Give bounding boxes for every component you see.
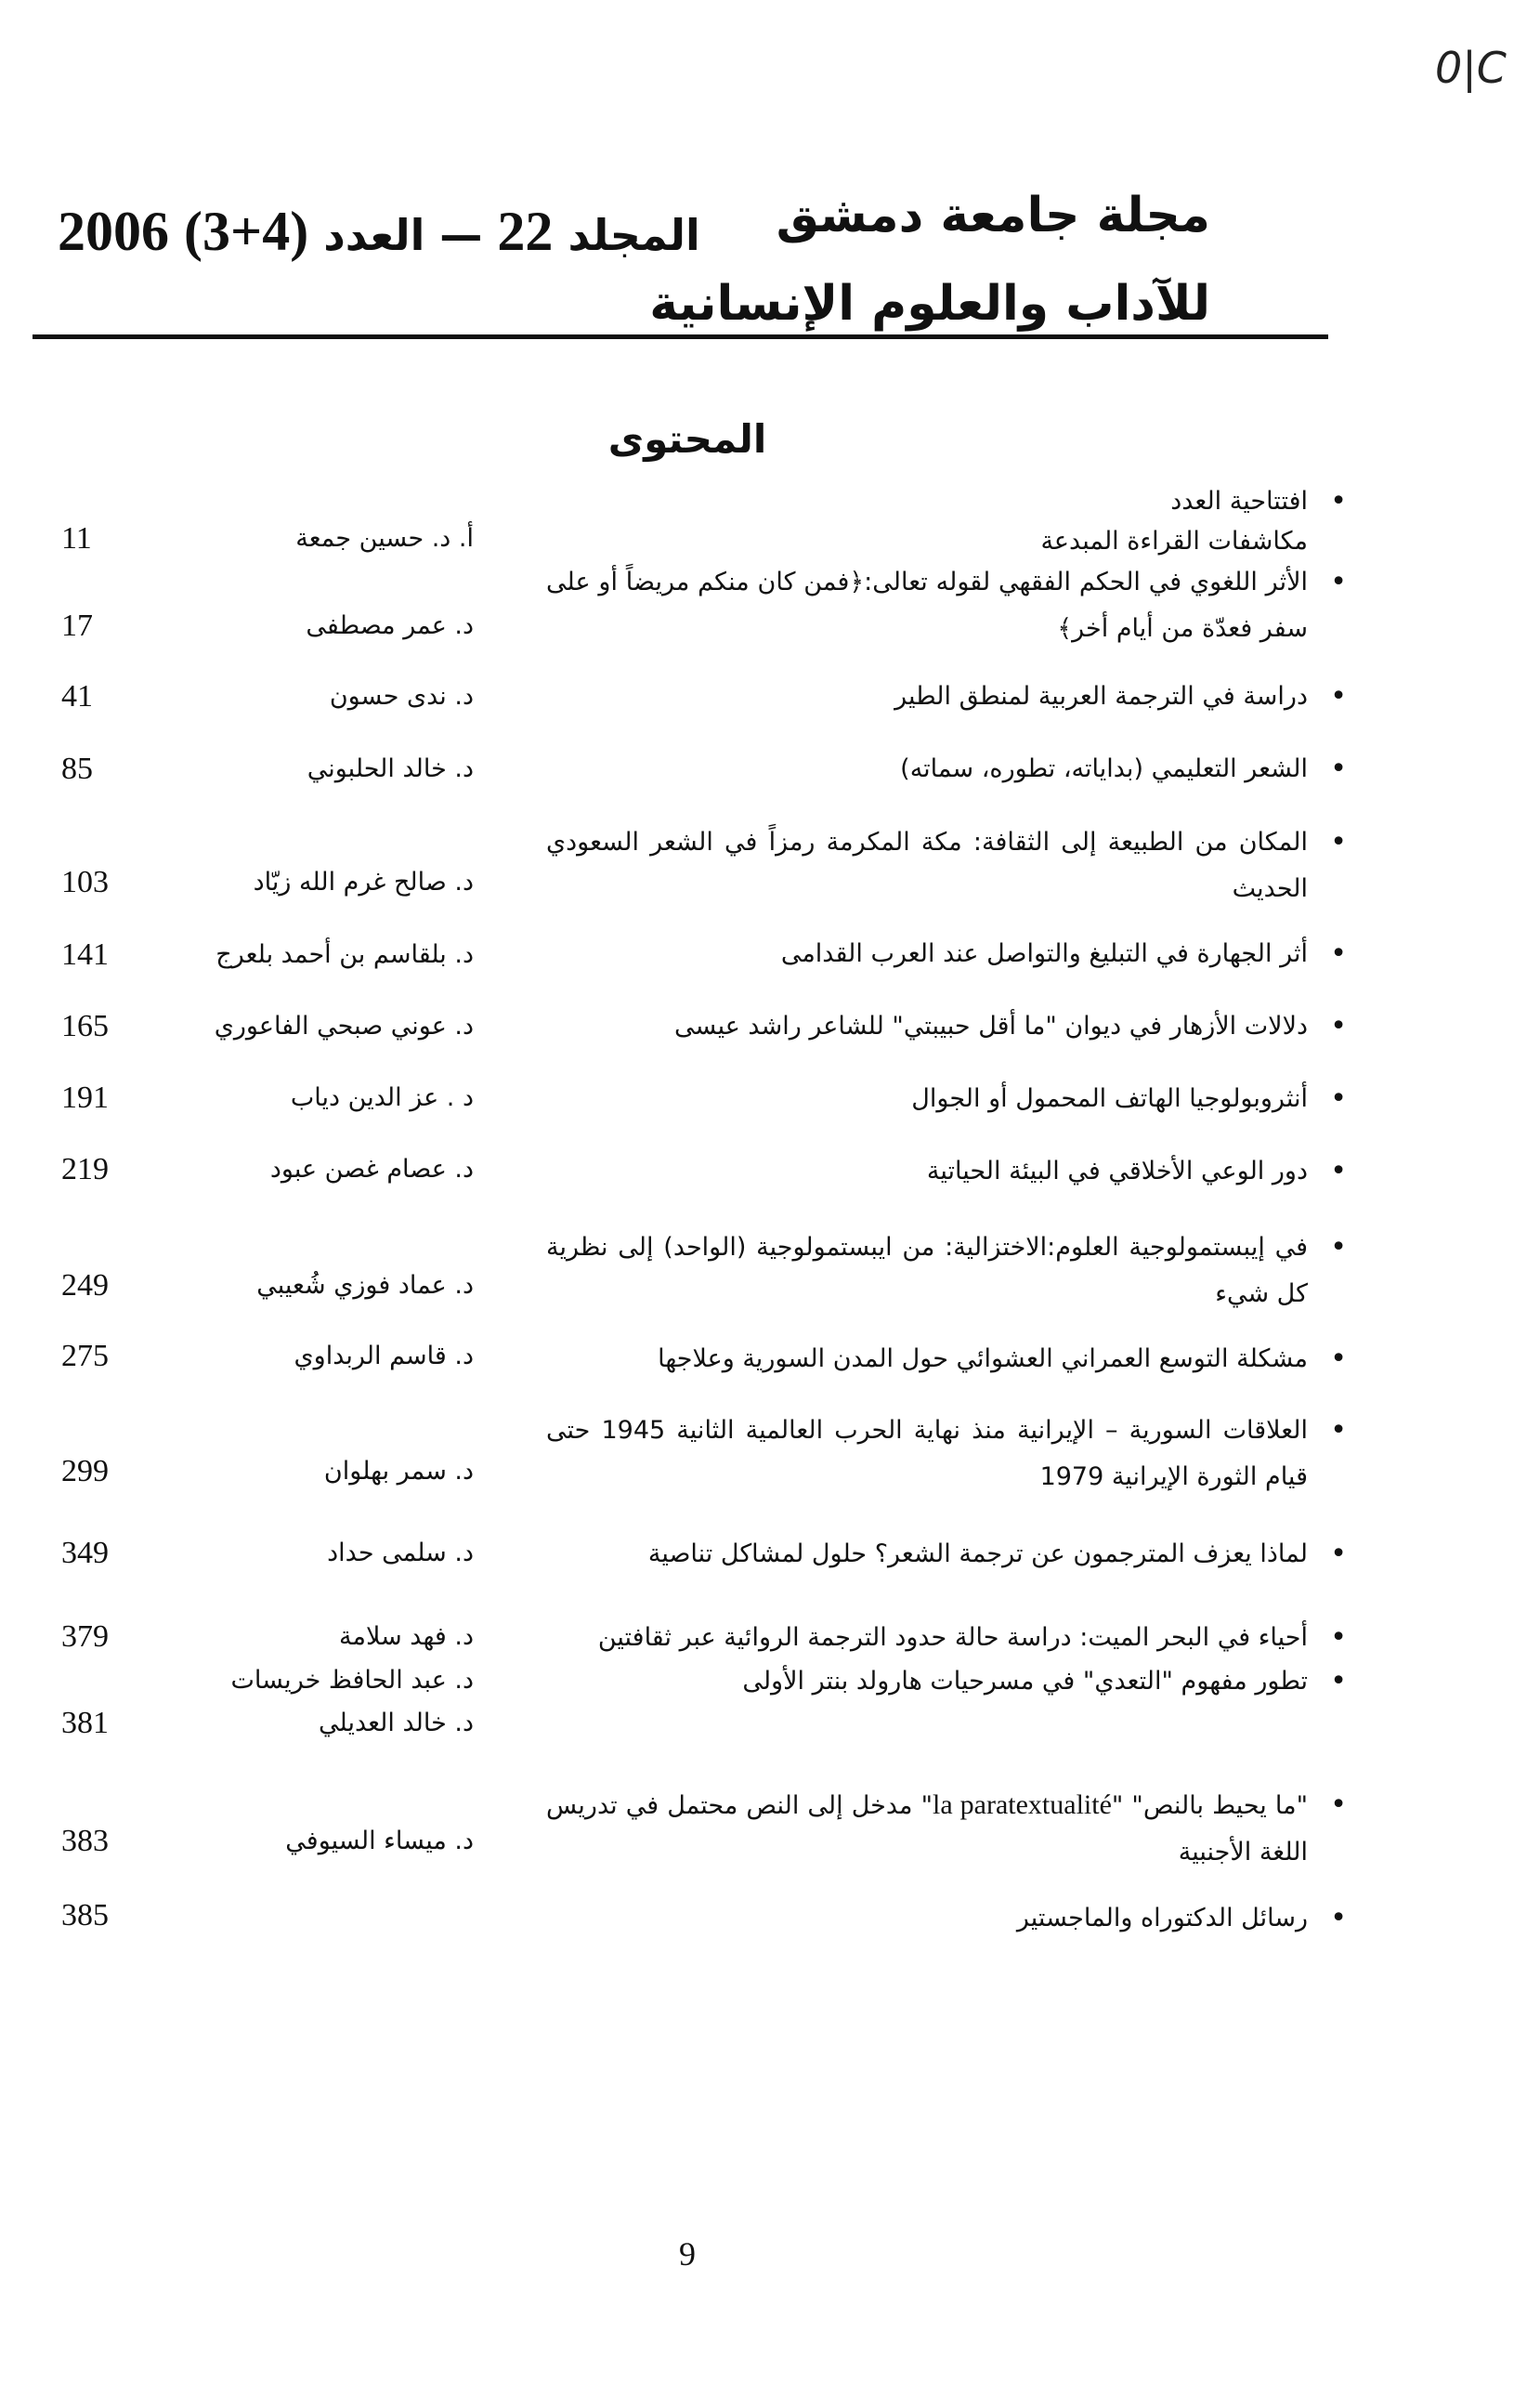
entry-page: 385: [61, 1898, 109, 1932]
entry-author: د. عماد فوزي شُعيبي: [256, 1271, 474, 1300]
entry-title: • رسائل الدكتوراه والماجستير: [546, 1895, 1308, 1942]
entry-page: 85: [61, 752, 93, 786]
entry-page: 219: [61, 1152, 109, 1186]
entry-page: 191: [61, 1081, 109, 1115]
entry-title: [546, 1782, 1308, 1876]
entry-page: 275: [61, 1339, 109, 1373]
entry-page: 11: [61, 521, 92, 556]
entry-author: د. عبد الحافظ خريسات: [230, 1666, 474, 1695]
entry-page: 41: [61, 679, 93, 714]
entry-title: • مشكلة التوسع العمراني العشوائي حول المدن السورية وعلاجها: [546, 1336, 1308, 1382]
entry-title: • أثر الجهارة في التبليغ والتواصل عند العرب القدامى: [546, 931, 1308, 977]
journal-name-line1: مجلة جامعة دمشق: [776, 188, 1210, 243]
entry-author: د. سلمى حداد: [327, 1539, 474, 1567]
entry-author: د. خالد الحلبوني: [307, 754, 474, 783]
entry-author: د . عز الدين دياب: [290, 1083, 474, 1112]
entry-author: أ. د. حسين جمعة: [295, 524, 474, 553]
entry-page: 349: [61, 1536, 109, 1570]
issue-info: [58, 200, 700, 264]
entry-title: • لماذا يعزف المترجمون عن ترجمة الشعر؟ حلول لمشاكل تناصية: [546, 1531, 1308, 1578]
journal-name-line2: للآداب والعلوم الإنسانية: [649, 276, 1210, 332]
issue-label: العدد: [323, 210, 425, 260]
entry-title: • دلالات الأزهار في ديوان "ما أقل حبيبتي" للشاعر راشد عيسى: [546, 1003, 1308, 1050]
handwritten-mark: 0|C: [1435, 43, 1507, 93]
entry-page: 383: [61, 1824, 109, 1858]
header-rule: [33, 334, 1328, 339]
entry-author: د. فهد سلامة: [339, 1622, 474, 1651]
entry-title: • دور الوعي الأخلاقي في البيئة الحياتية: [546, 1148, 1308, 1195]
volume-number: 22: [497, 201, 554, 262]
entry-author: د. قاسم الربداوي: [294, 1342, 474, 1370]
entry-author: د. صالح غرم الله زيّاد: [253, 868, 474, 897]
entry-page: 249: [61, 1268, 109, 1303]
entry-title: • المكان من الطبيعة إلى الثقافة: مكة المكرمة رمزاً في الشعر السعودي الحديث: [546, 819, 1308, 912]
entry-page: 381: [61, 1706, 109, 1740]
entry-title: • افتتاحية العدد: [546, 478, 1308, 525]
entry-title: • الشعر التعليمي (بداياته، تطوره، سماته): [546, 746, 1308, 792]
entry-author: د. عصام غصن عبود: [269, 1155, 474, 1184]
entry-author: د. ندى حسون: [329, 682, 474, 711]
entry-title: • في إيبستمولوجية العلوم:الاختزالية: من ايبستمولوجية (الواحد) إلى نظرية كل شيء: [546, 1225, 1308, 1317]
entry-page: 103: [61, 865, 109, 899]
entry-author: د. عوني صبحي الفاعوري: [214, 1012, 474, 1041]
journal-name: [649, 172, 1210, 348]
volume-label: المجلد: [568, 210, 700, 260]
entry-author: د. بلقاسم بن أحمد بلعرج: [215, 940, 474, 969]
entry-title-part1: "ما يحيط بالنص" ": [1111, 1791, 1308, 1820]
entry-title: • العلاقات السورية – الإيرانية منذ نهاية الحرب العالمية الثانية 1945 حتى قيام الثورة الإيرانية 1979: [546, 1408, 1308, 1500]
entry-author-2: د. خالد العديلي: [319, 1709, 474, 1737]
entry-title: • أنثروبولوجيا الهاتف المحمول أو الجوال: [546, 1076, 1308, 1122]
entry-author: د. عمر مصطفى: [306, 611, 474, 640]
entry-author: د. ميساء السيوفي: [285, 1827, 474, 1855]
entry-title: • تطور مفهوم "التعدي" في مسرحيات هارولد بنتر الأولى: [546, 1658, 1308, 1705]
year: 2006: [58, 201, 169, 262]
entry-title-latin: la paratextualité: [933, 1789, 1112, 1820]
entry-page: 141: [61, 937, 109, 972]
issue-separator: —: [439, 210, 483, 260]
issue-number: (4+3): [184, 201, 309, 262]
page-number: 9: [679, 2235, 696, 2273]
entry-title: • دراسة في الترجمة العربية لمنطق الطير: [546, 674, 1308, 720]
entry-title: • الأثر اللغوي في الحكم الفقهي لقوله تعالى:﴿فمن كان منكم مريضاً أو على سفر فعدّة من أيام أخر﴾: [546, 559, 1308, 652]
entry-page: 165: [61, 1009, 109, 1043]
entry-page: 299: [61, 1454, 109, 1488]
entry-subtitle: مكاشفات القراءة المبدعة: [1040, 527, 1308, 556]
entry-page: 379: [61, 1619, 109, 1654]
contents-title: المحتوى: [607, 416, 767, 462]
entry-author: د. سمر بهلوان: [323, 1457, 474, 1486]
entry-title: • أحياء في البحر الميت: دراسة حالة حدود الترجمة الروائية عبر ثقافتين: [546, 1615, 1308, 1661]
entry-page: 17: [61, 609, 93, 643]
entry-title-part2: " مدخل إلى النص محتمل في تدريس اللغة الأجنبية: [546, 1791, 1308, 1867]
